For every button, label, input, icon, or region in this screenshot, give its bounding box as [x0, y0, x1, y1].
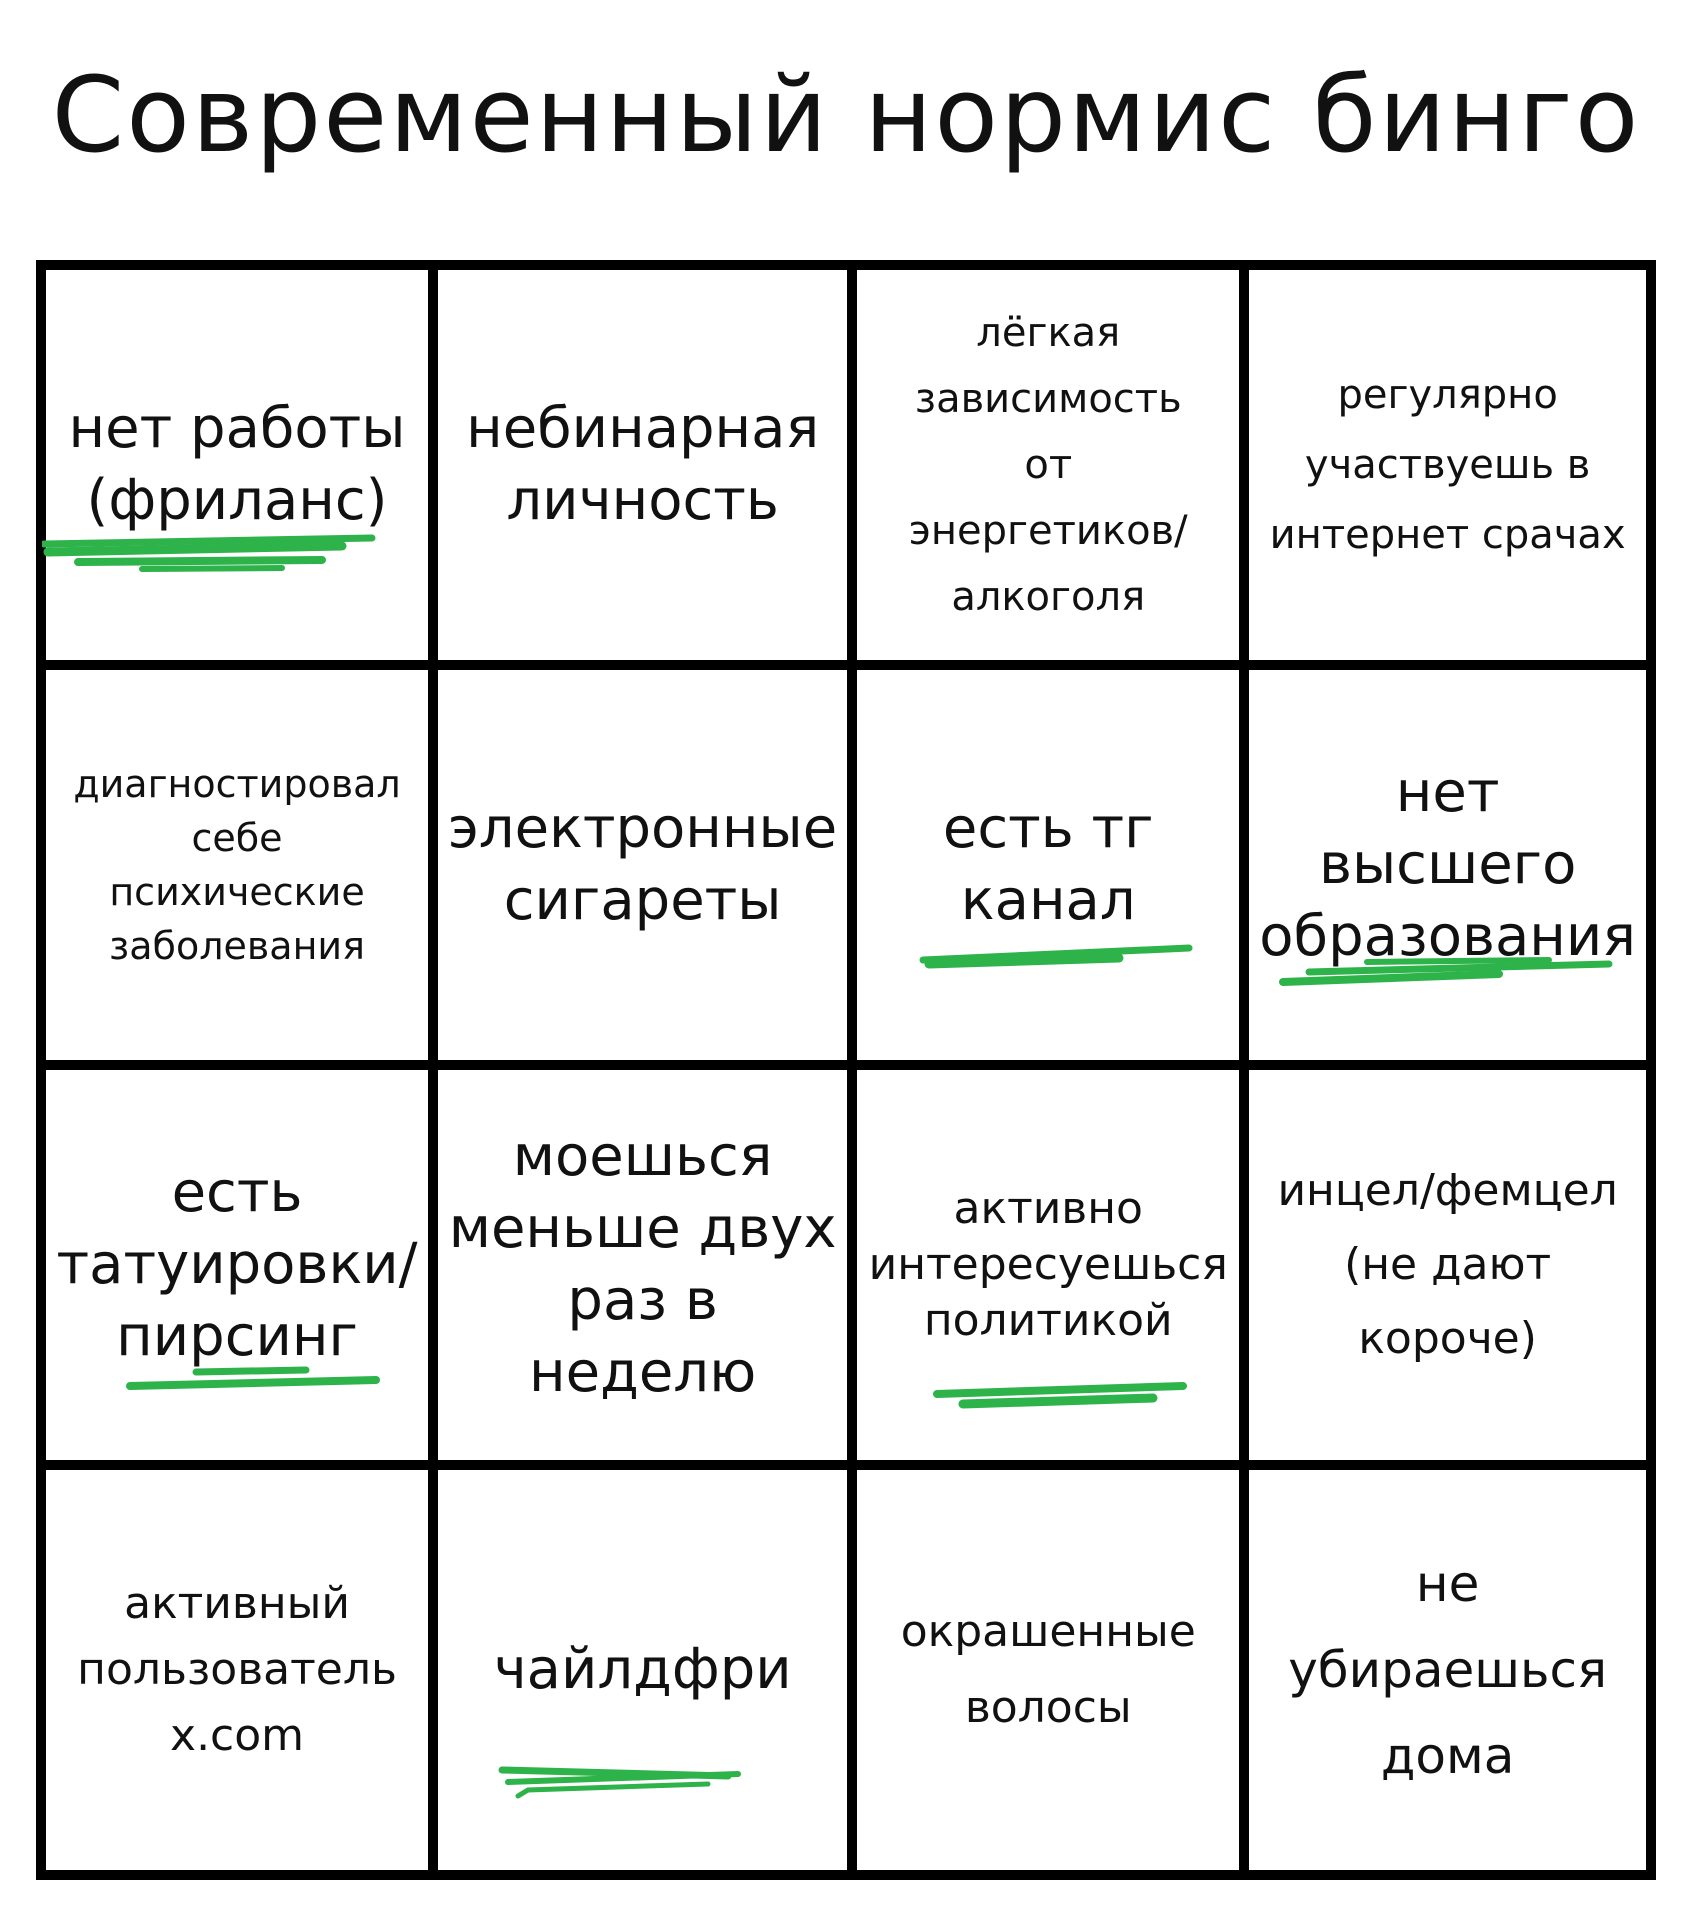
- cell-text: регулярно участвуешь в интернет срачах: [1269, 372, 1626, 558]
- bingo-cell[interactable]: [46, 670, 438, 1070]
- bingo-cell[interactable]: [1249, 1470, 1646, 1870]
- cell-text: диагностировал себе психические заболевания: [73, 762, 401, 968]
- cell-text: небинарная личность: [466, 396, 820, 533]
- bingo-cell[interactable]: [438, 1470, 857, 1870]
- cell-text: не убираешься дома: [1288, 1555, 1608, 1785]
- bingo-cell[interactable]: [438, 670, 857, 1070]
- green-strike-mark: [919, 942, 1199, 972]
- cell-text: нет работы (фриланс): [68, 396, 406, 533]
- bingo-cell[interactable]: [857, 670, 1249, 1070]
- bingo-cell[interactable]: [438, 270, 857, 670]
- bingo-cell[interactable]: [46, 270, 438, 670]
- cell-text: инцел/фемцел (не дают короче): [1277, 1165, 1618, 1364]
- green-strike-mark: [498, 1762, 758, 1808]
- cell-text: есть татуировки/ пирсинг: [56, 1160, 418, 1369]
- bingo-cell[interactable]: [1249, 270, 1646, 670]
- green-strike-mark: [933, 1378, 1193, 1414]
- green-strike-mark: [42, 532, 382, 576]
- bingo-cell[interactable]: [438, 1070, 857, 1470]
- bingo-cell[interactable]: [46, 1070, 438, 1470]
- cell-text: чайлдфри: [493, 1637, 792, 1702]
- bingo-cell[interactable]: [857, 1070, 1249, 1470]
- bingo-cell[interactable]: [1249, 670, 1646, 1070]
- cell-text: электронные сигареты: [448, 796, 838, 933]
- cell-text: моешься меньше двух раз в неделю: [448, 1124, 837, 1405]
- bingo-cell[interactable]: [46, 1470, 438, 1870]
- cell-text: активно интересуешься политикой: [868, 1183, 1228, 1346]
- cell-text: нет высшего образования: [1259, 760, 1636, 969]
- bingo-grid: [36, 260, 1656, 1880]
- bingo-cell[interactable]: [1249, 1070, 1646, 1470]
- cell-text: окрашенные волосы: [900, 1606, 1196, 1733]
- cell-text: активный пользователь x.com: [77, 1578, 397, 1761]
- cell-text: есть тг канал: [942, 796, 1154, 933]
- cell-text: лёгкая зависимость от энергетиков/ алкоголя: [908, 310, 1188, 620]
- page-title: Современный нормис бинго: [51, 54, 1641, 176]
- bingo-cell[interactable]: [857, 1470, 1249, 1870]
- bingo-cell[interactable]: [857, 270, 1249, 670]
